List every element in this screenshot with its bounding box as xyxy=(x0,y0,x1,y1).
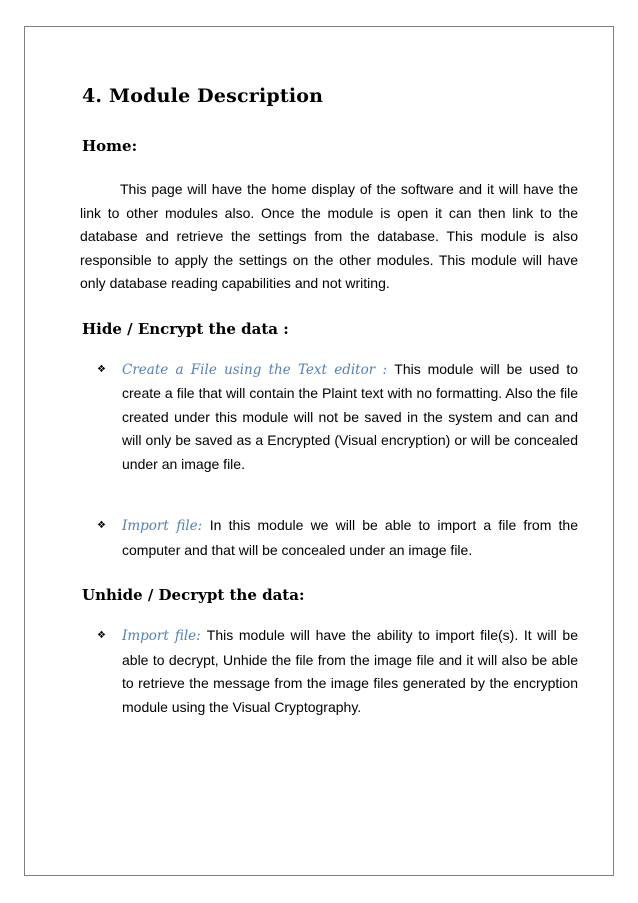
page-title: 4. Module Description xyxy=(82,85,324,107)
bullet-text: This module will be used to create a file that will contain the Plaint text with no formatting. Also the file created under this module will not be saved in the system and can and will only be saved as a Encrypted (Visual encryption) or will be concealed under an image file. xyxy=(122,360,578,472)
bullet-import-decrypt xyxy=(82,624,578,719)
bullet-label: Create a File using the Text editor : xyxy=(122,361,395,378)
section-heading-unhide-decrypt: Unhide / Decrypt the data: xyxy=(82,586,305,604)
bullet-label: Import file: xyxy=(122,518,210,534)
section-heading-home: Home: xyxy=(82,137,138,155)
document-content xyxy=(82,82,578,719)
bullet-create-file xyxy=(82,358,578,477)
bullet-text: This module will have the ability to import file(s). It will be able to decrypt, Unhide the file from the image file and it will also be able to retrieve the message from the image files generated by the encryption module using the Visual Cryptography. xyxy=(122,627,578,715)
section-heading-hide-encrypt: Hide / Encrypt the data : xyxy=(82,319,289,338)
bullet-text: In this module we will be able to import a file from the computer and that will be concealed under an image file. xyxy=(122,517,578,558)
diamond-bullet-icon: ❖ xyxy=(97,630,106,641)
diamond-bullet-icon: ❖ xyxy=(97,363,106,375)
home-paragraph: This page will have the home display of the software and it will have the link to other modules also. Once the module is open it can then link to the database and retrieve the settings from the database. This module is also responsible to apply the settings on the other modules. This module will have only database reading capabilities and not writing. xyxy=(80,181,578,291)
bullet-import-file xyxy=(82,514,578,562)
bullet-label: Import file: xyxy=(122,628,207,644)
diamond-bullet-icon: ❖ xyxy=(97,520,106,531)
